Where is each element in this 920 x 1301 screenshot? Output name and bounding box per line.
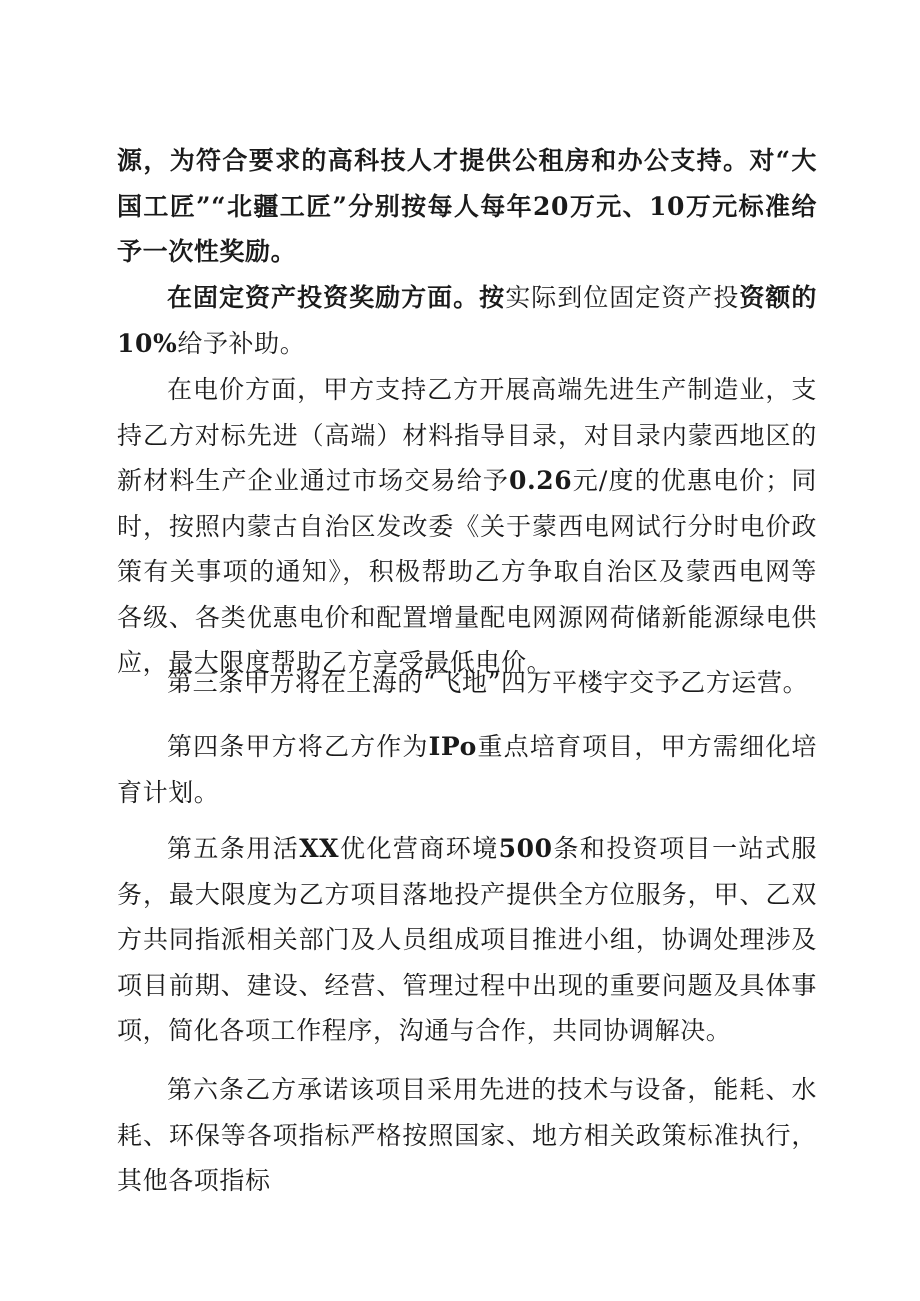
- paragraph-bold-lead: 在固定资产投资奖励方面。按: [167, 283, 506, 312]
- paragraph-text-after: 重点培育项目，甲方需细化培育计划。: [117, 732, 817, 807]
- paragraph-text: 第六条乙方承诺该项目采用先进的技术与设备，能耗、水耗、环保等各项指标严格按照国家、地方相关政策标准执行，其他各项指标: [117, 1075, 817, 1195]
- paragraph-article-5: [117, 826, 817, 1054]
- paragraph-rest: 给予补助。: [177, 328, 306, 358]
- xx-keyword: XX: [299, 834, 340, 863]
- paragraph-text: 第三条甲方将在上海的“飞地”四万平楼宇交予乙方运营。: [167, 668, 809, 697]
- paragraph-text-before: 第四条甲方将乙方作为: [167, 732, 429, 761]
- paragraph-text-after: 元/度的优惠电价；同时，按照内蒙古自治区发改委《关于蒙西电网试行分时电价政策有关事项的通知》，积极帮助乙方争取自治区及蒙西电网等各级、各类优惠电价和配置增量配电网源网荷储新能源绿电供应，最大限度帮助乙方享受最低电价。: [117, 466, 817, 677]
- electricity-price-number: 0.26: [508, 466, 573, 495]
- paragraph-article-3: [117, 660, 817, 706]
- paragraph-fixed-asset-reward: [117, 275, 817, 366]
- paragraph-text-before: 第五条用活: [167, 834, 300, 863]
- paragraph-talent-housing: [117, 138, 817, 275]
- paragraph-text-before: 在电价方面，甲方支持乙方开展高端先进生产制造业，支持乙方对标先进（高端）材料指导目录，对目录内蒙西地区的新材料生产企业通过市场交易给予: [117, 375, 817, 495]
- paragraph-normal-run: 实际到位固定资产投: [505, 283, 740, 312]
- paragraph-text-middle: 优化营商环境: [339, 834, 499, 863]
- paragraph-bold-tail: 资额的10%: [117, 283, 817, 358]
- paragraph-text: 源，为符合要求的高科技人才提供公租房和办公支持。对“大国工匠”“北疆工匠”分别按每人每年20万元、10万元标准给予一次性奖励。: [117, 146, 817, 266]
- paragraph-article-6: [117, 1067, 817, 1204]
- ipo-keyword: IPo: [428, 732, 477, 761]
- article-count-number: 500: [498, 834, 553, 863]
- paragraph-text-after: 条和投资项目一站式服务，最大限度为乙方项目落地投产提供全方位服务，甲、乙双方共同指派相关部门及人员组成项目推进小组，协调处理涉及项目前期、建设、经营、管理过程中出现的重要问题及具体事项，简化各项工作程序，沟通与合作，共同协调解决。: [117, 834, 817, 1045]
- paragraph-article-4: [117, 724, 817, 815]
- paragraph-electricity-price: [117, 367, 817, 686]
